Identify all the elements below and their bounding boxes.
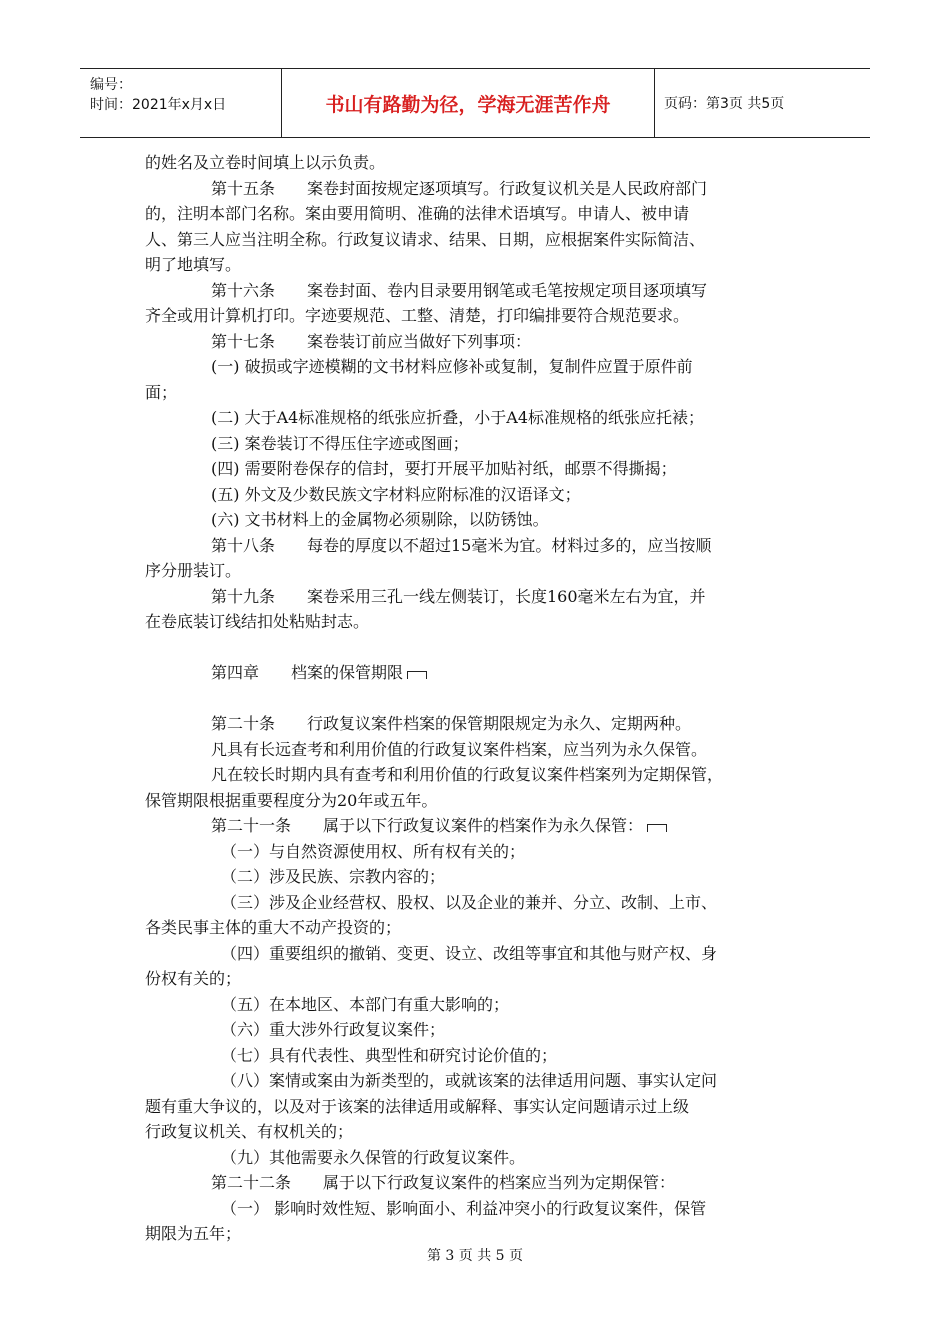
text-line: 在卷底装订线结扣处粘贴封志。 (145, 612, 370, 631)
text-line: 凡具有长远查考和利用价值的行政复议案件档案，应当列为永久保管。 (211, 739, 708, 759)
text-line: 题有重大争议的，以及对于该案的法律适用或解释、事实认定问题请示过上级 (145, 1096, 690, 1116)
text-line: 的，注明本部门名称。案由要用简明、准确的法律术语填写。申请人、被申请 (145, 204, 690, 223)
article-19: 第十九条 案卷采用三孔一线左侧装订，长度160毫米左右为宜，并 (211, 586, 706, 606)
text-line: 序分册装订。 (145, 561, 242, 580)
text-line: 人、第三人应当注明全称。行政复议请求、结果、日期，应根据案件实际简洁、 (145, 229, 706, 249)
blank-line (145, 686, 810, 712)
article-18: 第十八条 每卷的厚度以不超过15毫米为宜。材料过多的，应当按顺 (211, 535, 712, 555)
list-item: （六）重大涉外行政复议案件； (221, 1020, 446, 1039)
list-item: （三）涉及企业经营权、股权、以及企业的兼并、分立、改制、上市、 (221, 892, 718, 912)
chapter-4-heading (145, 660, 810, 686)
list-item: （一） 影响时效性短、影响面小、利益冲突小的行政复议案件，保管 (221, 1198, 707, 1218)
text-line: 保管期限根据重要程度分为20年或五年。 (145, 790, 438, 810)
article-20: 第二十条 行政复议案件档案的保管期限规定为永久、定期两种。 (211, 714, 692, 733)
article-15: 第十五条 案卷封面按规定逐项填写。行政复议机关是人民政府部门 (211, 178, 708, 198)
list-item: （九）其他需要永久保管的行政复议案件。 (221, 1147, 526, 1167)
article-16: 第十六条 案卷封面、卷内目录要用钢笔或毛笔按规定项目逐项填写 (211, 280, 708, 300)
blank-line (145, 635, 810, 661)
page-header (80, 68, 870, 138)
text-line: 行政复议机关、有权机关的； (145, 1122, 354, 1141)
chapter-title: 第四章 档案的保管期限 (211, 663, 404, 682)
list-item: (五) 外文及少数民族文字材料应附标准的汉语译文； (211, 484, 581, 504)
list-item: （七）具有代表性、典型性和研究讨论价值的； (221, 1045, 558, 1065)
text-line: 齐全或用计算机打印。字迹要规范、工整、清楚，打印编排要符合规范要求。 (145, 306, 690, 325)
text-line: 的姓名及立卷时间填上以示负责。 (145, 153, 386, 172)
text-line: 凡在较长时期内具有查考和利用价值的行政复议案件档案列为定期保管， (211, 765, 724, 784)
list-item: (六) 文书材料上的金属物必须剔除，以防锈蚀。 (211, 510, 549, 529)
list-item: (二) 大于A4标准规格的纸张应折叠，小于A4标准规格的纸张应托裱； (211, 408, 705, 427)
header-page-info: 页码：第3页 共5页 (664, 96, 785, 112)
header-meta-cell (80, 69, 282, 137)
list-item: （四）重要组织的撤销、变更、设立、改组等事宜和其他与财产权、身 (221, 943, 718, 963)
document-body (145, 150, 810, 1247)
list-item: （一）与自然资源使用权、所有权有关的； (221, 841, 526, 861)
list-item: (三) 案卷装订不得压住字迹或图画； (211, 433, 469, 453)
page-footer: 第 3 页 共 5 页 (426, 1248, 524, 1264)
document-number-label: 编号： (90, 77, 132, 93)
header-motto: 书山有路勤为径，学海无涯苦作舟 (282, 69, 655, 137)
list-item: （二）涉及民族、宗教内容的； (221, 867, 446, 886)
list-item: （八）案情或案由为新类型的，或就该案的法律适用问题、事实认定问 (221, 1071, 718, 1090)
document-date: 时间：2021年x月x日 (90, 97, 227, 113)
list-item: （五）在本地区、本部门有重大影响的； (221, 994, 510, 1014)
article-text: 第二十一条 属于以下行政复议案件的档案作为永久保管： (211, 816, 644, 835)
article-22: 第二十二条 属于以下行政复议案件的档案应当列为定期保管： (211, 1173, 676, 1192)
article-17: 第十七条 案卷装订前应当做好下列事项： (211, 331, 532, 351)
list-item: (一) 破损或字迹模糊的文书材料应修补或复制，复制件应置于原件前 (211, 357, 693, 376)
text-line: 期限为五年； (145, 1224, 242, 1243)
list-item: (四) 需要附卷保存的信封，要打开展平加贴衬纸，邮票不得撕揭； (211, 459, 677, 478)
text-line: 各类民事主体的重大不动产投资的； (145, 918, 402, 937)
text-line: 明了地填写。 (145, 255, 242, 274)
edit-mark-icon (647, 824, 667, 832)
text-line: 面； (145, 382, 178, 402)
article-21 (145, 813, 810, 839)
edit-mark-icon (407, 671, 427, 679)
text-line: 份权有关的； (145, 969, 242, 988)
